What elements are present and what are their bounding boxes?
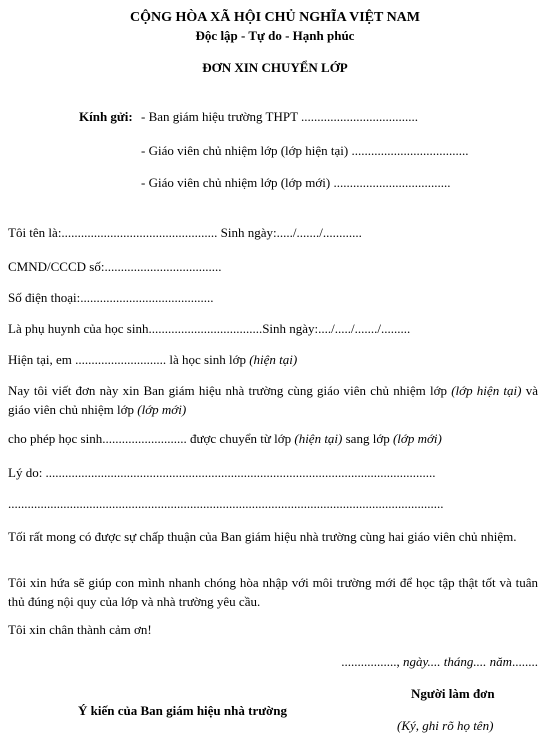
name-line: Tôi tên là:................................................ Sinh ngày:...../......./............ <box>8 225 362 240</box>
allow-text: cho phép học sinh.......................... được chuyển từ lớp <box>8 431 295 446</box>
reason-line: Lý do: ........................................................................................................................ <box>8 465 436 480</box>
promise-paragraph: Tôi xin hứa sẽ giúp con mình nhanh chóng hòa nhập với môi trường mới để học tập thật tốt và tuân thủ đúng nội quy của lớp và nhà trường yêu cầu. <box>8 575 538 609</box>
hope-paragraph: Tối rất mong có được sự chấp thuận của Ban giám hiệu nhà trường cùng hai giáo viên chủ nhiệm. <box>8 529 517 544</box>
date-place: ................., <box>341 654 403 669</box>
date-fields: ngày.... tháng.... năm <box>402 654 512 669</box>
request-text: Nay tôi viết đơn này xin Ban giám hiệu nhà trường cùng giáo viên chủ nhiệm lớp <box>8 383 452 398</box>
parent-line: Là phụ huynh của học sinh...................................Sinh ngày:..../...../......./......... <box>8 321 411 336</box>
date-year: ........ <box>512 654 538 669</box>
document-title: ĐƠN XIN CHUYỂN LỚP <box>202 60 348 75</box>
allow-new-class: (lớp mới) <box>392 431 442 446</box>
current-class-text: Hiện tại, em ............................ là học sinh lớp <box>8 352 250 367</box>
motto: Độc lập - Tự do - Hạnh phúc <box>195 28 355 43</box>
allow-current-class: (hiện tại) <box>294 431 343 446</box>
allow-line <box>8 431 442 447</box>
request-paragraph <box>8 381 538 419</box>
request-current-class: (lớp hiện tại) <box>451 383 522 398</box>
allow-text-2: sang lớp <box>342 431 393 446</box>
reason-line-2: ...................................................................................................................................... <box>8 496 444 511</box>
recipient-current-teacher: - Giáo viên chủ nhiệm lớp (lớp hiện tại) .................................... <box>141 143 469 158</box>
request-new-class: (lớp mới) <box>137 402 187 417</box>
current-class-line <box>8 352 297 368</box>
date-line <box>341 654 538 670</box>
signature-note: (Ký, ghi rõ họ tên) <box>397 718 494 733</box>
current-class-note: (hiện tại) <box>249 352 298 367</box>
recipient-label: Kính gửi: <box>79 109 133 124</box>
thanks-line: Tôi xin chân thành cảm ơn! <box>8 622 152 637</box>
country-name: CỘNG HÒA XÃ HỘI CHỦ NGHĨA VIỆT NAM <box>129 10 420 25</box>
school-opinion-label: Ý kiến của Ban giám hiệu nhà trường <box>78 703 287 718</box>
applicant-label: Người làm đơn <box>411 686 495 701</box>
phone-line: Số điện thoại:......................................... <box>8 290 214 305</box>
id-line: CMND/CCCD số:.................................... <box>8 259 222 274</box>
recipient-new-teacher: - Giáo viên chủ nhiệm lớp (lớp mới) .................................... <box>141 175 451 190</box>
recipient-school: - Ban giám hiệu trường THPT .................................... <box>141 109 419 124</box>
request-text-2: và giáo viên chủ nhiệm lớp <box>8 383 538 417</box>
